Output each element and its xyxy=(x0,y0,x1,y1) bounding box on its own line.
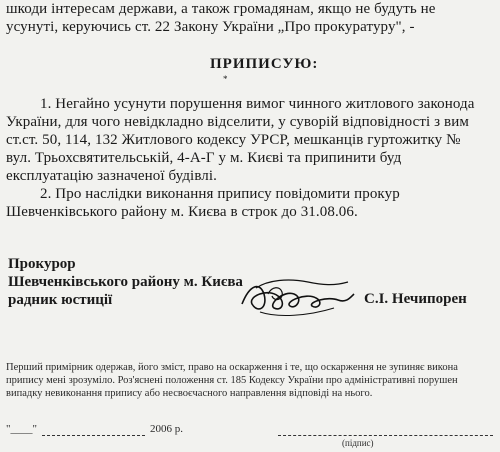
item-2-line-1: 2. Про наслідки виконання припису повідомити прокур xyxy=(40,186,400,202)
item-1-line-5: експлуатацію зазначеної будівлі. xyxy=(6,168,218,184)
signer-office: Шевченківського району м. Києва xyxy=(8,274,243,290)
signer-rank: радник юстиції xyxy=(8,292,113,308)
item-1-line-2: України, для чого невідкладно відселити, у суворій відповідності з вим xyxy=(6,114,469,130)
item-2-line-2: Шевченківського району м. Києва в строк до 31.08.06. xyxy=(6,204,358,220)
date-blank-line xyxy=(42,435,145,436)
body-line-1: шкоди інтересам держави, а також громадянам, якщо не будуть не xyxy=(6,1,436,17)
signer-name: С.І. Нечипорен xyxy=(364,291,467,307)
notice-line-3: випадку невиконання припису або несвоєчасного направлення відповіді на нього. xyxy=(6,388,373,399)
item-1-line-4: вул. Трьохсвятительській, 4-А-Г у м. Києві та припинити буд xyxy=(6,150,402,166)
item-1-line-1: 1. Негайно усунути порушення вимог чинного житлового законода xyxy=(40,96,475,112)
handwritten-signature xyxy=(238,274,358,320)
year: 2006 р. xyxy=(150,423,183,435)
body-line-2: усунуті, керуючись ст. 22 Закону України „Про прокуратуру", - xyxy=(6,19,415,35)
notice-line-1: Перший примірник одержав, його зміст, право на оскарження і те, що оскарження не зупиняє викона xyxy=(6,362,458,373)
date-prefix: "____" xyxy=(6,423,37,435)
heading: ПРИПИСУЮ: xyxy=(210,56,319,72)
signer-title: Прокурор xyxy=(8,256,76,272)
notice-line-2: припису мені зрозуміло. Роз'яснені положення ст. 185 Кодексу України про адміністративні порушен xyxy=(6,375,458,386)
item-1-line-3: ст.ст. 50, 114, 132 Житлового кодексу УРСР, мешканців гуртожитку № xyxy=(6,132,461,148)
asterisk: * xyxy=(223,74,228,84)
signature-blank-line xyxy=(278,435,493,436)
signature-hint: (підпис) xyxy=(342,438,374,448)
